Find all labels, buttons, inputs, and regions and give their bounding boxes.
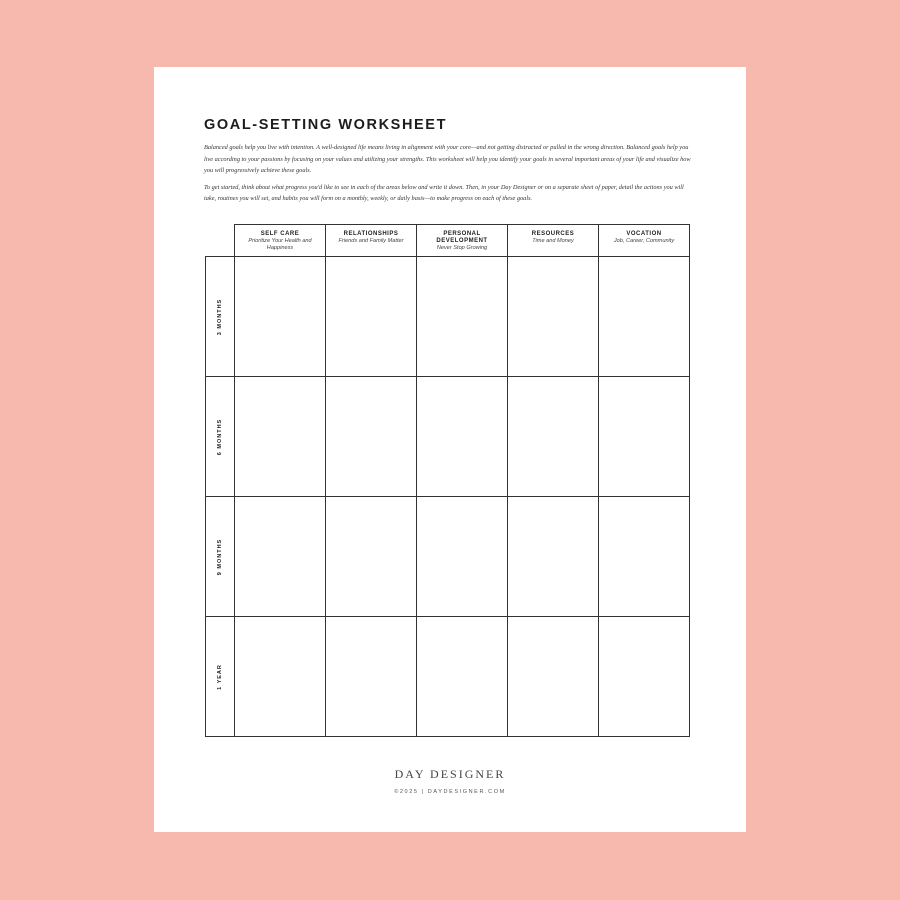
goal-cell[interactable]	[508, 377, 599, 497]
column-subheading: Prioritize Your Health and Happiness	[248, 238, 312, 251]
worksheet-page	[154, 67, 746, 832]
row-label-cell	[206, 617, 235, 737]
column-subheading: Never Stop Growing	[436, 245, 488, 251]
intro-text	[204, 142, 694, 210]
goal-cell[interactable]	[235, 497, 326, 617]
goal-cell[interactable]	[235, 257, 326, 377]
column-heading: RESOURCES	[531, 231, 575, 237]
column-subheading: Job, Career, Community	[613, 238, 675, 244]
row-label: 6 MONTHS	[217, 418, 223, 455]
goal-cell[interactable]	[326, 257, 417, 377]
corner-cell	[206, 225, 235, 257]
goal-cell[interactable]	[508, 497, 599, 617]
column-heading: PERSONAL DEVELOPMENT	[436, 231, 488, 244]
intro-paragraph: Balanced goals help you live with intention. A well-designed life means living in alignment with your core—and not getting distracted or pulled in the wrong direction. Balanced goals help you live according to your passions by focusing on your values and utilizing your strengths. This worksheet will help you identify your goals in several important areas of your life and visualize how you will progressively achieve these goals.	[204, 144, 691, 174]
table-row	[206, 617, 690, 737]
goal-cell[interactable]	[599, 617, 690, 737]
row-label-cell	[206, 497, 235, 617]
footer-text: ©2025 | DAYDESIGNER.COM	[394, 789, 506, 795]
header-row	[206, 225, 690, 257]
column-header	[235, 225, 326, 257]
goal-cell[interactable]	[326, 377, 417, 497]
row-label-cell	[206, 257, 235, 377]
column-header	[326, 225, 417, 257]
goal-cell[interactable]	[417, 617, 508, 737]
goal-cell[interactable]	[599, 377, 690, 497]
goal-cell[interactable]	[417, 497, 508, 617]
column-subheading: Friends and Family Matter	[338, 238, 404, 244]
intro-paragraph: To get started, think about what progress you'd like to see in each of the areas below and write it down. Then, in your Day Designer or on a separate sheet of paper, detail the actions you will take, routines you will set, and habits you will form on a monthly, weekly, or daily basis—to make progress on each of these goals.	[204, 183, 684, 202]
column-header	[417, 225, 508, 257]
goal-cell[interactable]	[326, 617, 417, 737]
goal-cell[interactable]	[599, 257, 690, 377]
goal-cell[interactable]	[417, 257, 508, 377]
row-label: 1 YEAR	[217, 663, 223, 690]
goal-table	[205, 224, 690, 737]
column-header	[599, 225, 690, 257]
column-heading: VOCATION	[626, 231, 662, 237]
goal-cell[interactable]	[599, 497, 690, 617]
table-row	[206, 257, 690, 377]
goal-cell[interactable]	[508, 617, 599, 737]
goal-cell[interactable]	[235, 617, 326, 737]
brand-logo: DAY DESIGNER	[394, 767, 506, 781]
table-row	[206, 497, 690, 617]
table-row	[206, 377, 690, 497]
column-header	[508, 225, 599, 257]
column-subheading: Time and Money	[532, 238, 574, 244]
goal-cell[interactable]	[326, 497, 417, 617]
goal-cell[interactable]	[508, 257, 599, 377]
goal-cell[interactable]	[235, 377, 326, 497]
column-heading: RELATIONSHIPS	[343, 231, 399, 237]
row-label: 3 MONTHS	[217, 298, 223, 335]
row-label-cell	[206, 377, 235, 497]
page-title: GOAL-SETTING WORKSHEET	[204, 117, 448, 133]
goal-cell[interactable]	[417, 377, 508, 497]
column-heading: SELF CARE	[260, 231, 300, 237]
row-label: 9 MONTHS	[217, 538, 223, 575]
